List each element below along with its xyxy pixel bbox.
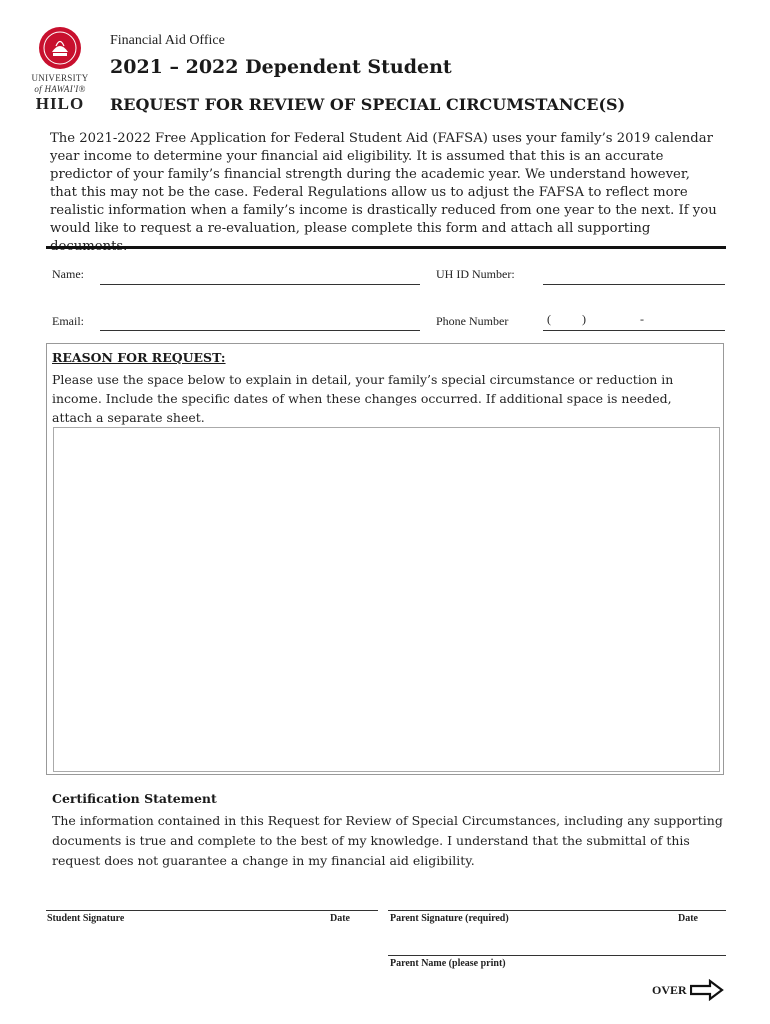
phone-field[interactable] <box>543 330 725 331</box>
parent-name-line[interactable] <box>388 955 726 956</box>
certification-title: Certification Statement <box>52 791 217 806</box>
section-divider <box>46 246 726 249</box>
phone-label: Phone Number <box>436 314 509 328</box>
right-arrow-icon <box>690 979 724 1001</box>
uhid-label: UH ID Number: <box>436 267 515 281</box>
seal-icon <box>38 26 82 70</box>
parent-signature-label: Parent Signature (required) <box>390 913 509 924</box>
parent-signature-line[interactable] <box>388 910 726 911</box>
student-date-label: Date <box>330 913 350 924</box>
form-subtitle: REQUEST FOR REVIEW OF SPECIAL CIRCUMSTANCE(S) <box>110 95 626 114</box>
student-signature-line[interactable] <box>46 910 378 911</box>
phone-close-paren: ) <box>582 312 586 326</box>
intro-paragraph: The 2021-2022 Free Application for Federal Student Aid (FAFSA) uses your family’s 2019 calendar year income to determine your financial aid eligibility. It is assumed that this is an accurate predictor of your family’s financial strength during the academic year. We understand however, that this may not be the case. Federal Regulations allow us to adjust the FAFSA to reflect more realistic information when a family’s income is drastically reduced from one year to the next. If you would like to request a re-evaluation, please complete this form and attach all supporting <box>50 131 717 236</box>
parent-name-label: Parent Name (please print) <box>390 958 506 969</box>
logo-hawaii-text: of HAWAI'I® <box>34 84 86 94</box>
reason-instructions: Please use the space below to explain in detail, your family’s special circumstance or reduction in income. Include the specific dates of when these changes occurred. If additional space is needed, attach a separate sheet. <box>52 372 674 425</box>
student-signature-label: Student Signature <box>47 913 125 924</box>
reason-text-area[interactable] <box>53 427 720 772</box>
parent-date-label: Date <box>678 913 698 924</box>
uhid-field[interactable] <box>543 284 725 285</box>
phone-dash: - <box>640 312 644 326</box>
university-logo <box>30 26 90 114</box>
office-name: Financial Aid Office <box>110 33 225 48</box>
email-label: Email: <box>52 314 84 328</box>
name-label: Name: <box>52 267 84 281</box>
logo-hilo-text: HILO <box>35 94 85 113</box>
certification-body: The information contained in this Request for Review of Special Circumstances, including any supporting documents is true and complete to the best of my knowledge. I understand that the submittal of this request does not guarantee a change in my financial aid eligibility. <box>52 813 723 868</box>
logo-university-text: UNIVERSITY <box>31 73 89 83</box>
form-title: 2021 – 2022 Dependent Student <box>110 56 452 78</box>
phone-open-paren: ( <box>547 312 551 326</box>
name-field[interactable] <box>100 284 420 285</box>
reason-title: REASON FOR REQUEST: <box>52 350 226 365</box>
over-label: OVER <box>652 983 687 997</box>
email-field[interactable] <box>100 330 420 331</box>
